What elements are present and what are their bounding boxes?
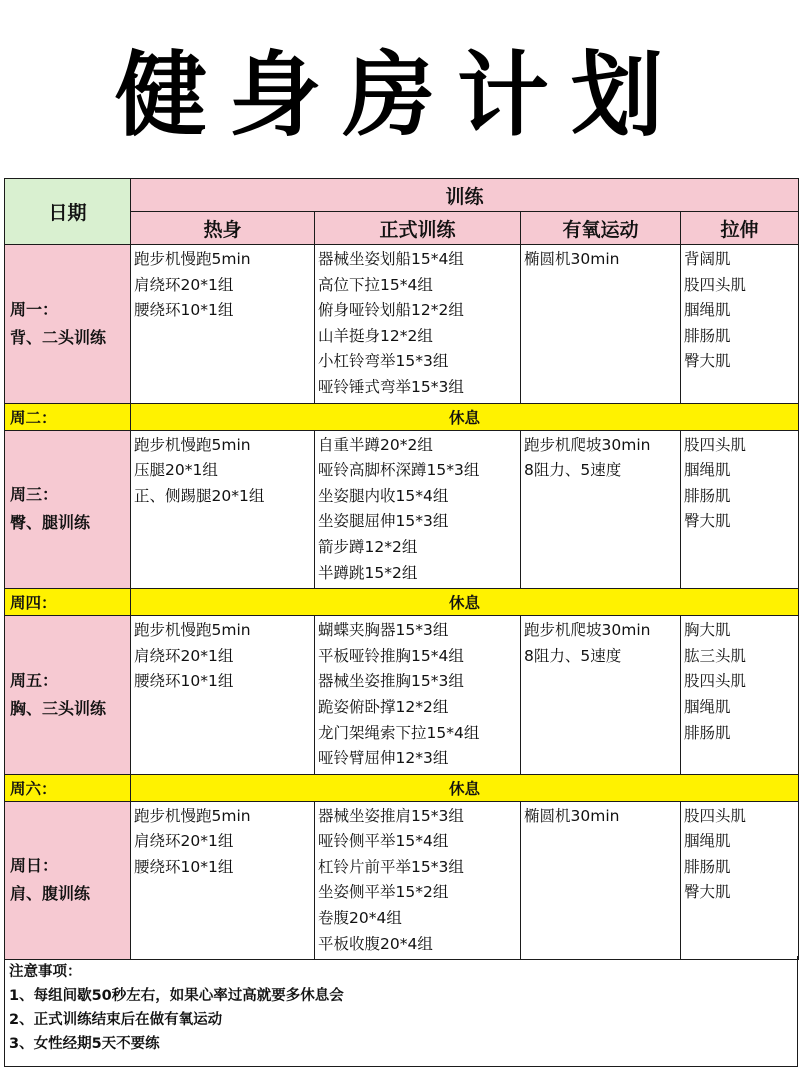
- cardio-cell: [521, 616, 681, 775]
- main-training-item: 平板收腹20*4组: [318, 934, 433, 953]
- stretch-item: 腓肠肌: [684, 857, 731, 876]
- rest-day-label: 周六：: [5, 774, 131, 801]
- day-label: 周日：: [10, 856, 59, 876]
- rest-label: 休息: [131, 589, 799, 616]
- main-training-item: 自重半蹲20*2组: [318, 435, 433, 454]
- cardio-item: 跑步机爬坡30min: [524, 435, 651, 454]
- main-training-item: 哑铃侧平举15*4组: [318, 832, 449, 851]
- main-training-item: 杠铃片前平举15*3组: [318, 857, 464, 876]
- note-item: 1、每组间歇50秒左右，如果心率过高就要多休息会: [9, 988, 344, 1004]
- warmup-item: 肩绕环20*1组: [134, 275, 234, 294]
- warmup-cell: [131, 430, 315, 589]
- warmup-item: 肩绕环20*1组: [134, 832, 234, 851]
- day-cell: [5, 430, 131, 589]
- day-row: [5, 245, 799, 404]
- warmup-item: 腰绕环10*1组: [134, 857, 234, 876]
- warmup-item: 跑步机慢跑5min: [134, 250, 251, 268]
- warmup-item: 跑步机慢跑5min: [134, 435, 251, 454]
- warmup-cell: [131, 801, 315, 960]
- rest-label: 休息: [131, 774, 799, 801]
- stretch-item: 股四头肌: [684, 806, 747, 825]
- main-training-item: 坐姿侧平举15*2组: [318, 883, 449, 902]
- cardio-cell: [521, 245, 681, 404]
- warmup-item: 肩绕环20*1组: [134, 646, 234, 665]
- header-date: 日期: [5, 179, 131, 245]
- main-training-item: 器械坐姿推胸15*3组: [318, 672, 464, 691]
- header-cardio: 有氧运动: [521, 212, 681, 245]
- main-training-cell: [315, 616, 521, 775]
- notes-section: [4, 956, 798, 1067]
- day-row: [5, 616, 799, 775]
- cardio-item: 8阻力、5速度: [524, 461, 622, 480]
- main-training-item: 坐姿腿内收15*4组: [318, 486, 449, 505]
- stretch-item: 腘绳肌: [684, 301, 731, 320]
- warmup-item: 跑步机慢跑5min: [134, 621, 251, 640]
- main-training-item: 坐姿腿屈伸15*3组: [318, 512, 449, 531]
- stretch-cell: [681, 616, 799, 775]
- warmup-item: 跑步机慢跑5min: [134, 806, 251, 825]
- cardio-item: 椭圆机30min: [524, 250, 620, 268]
- cardio-item: 8阻力、5速度: [524, 646, 622, 665]
- warmup-item: 腰绕环10*1组: [134, 301, 234, 320]
- day-cell: [5, 616, 131, 775]
- stretch-item: 胸大肌: [684, 621, 731, 640]
- stretch-item: 腓肠肌: [684, 486, 731, 505]
- stretch-item: 腓肠肌: [684, 326, 731, 345]
- cardio-item: 跑步机爬坡30min: [524, 621, 651, 640]
- day-label: 周三：: [10, 485, 59, 505]
- warmup-cell: [131, 616, 315, 775]
- cardio-cell: [521, 430, 681, 589]
- stretch-item: 腘绳肌: [684, 832, 731, 851]
- day-label: 周五：: [10, 670, 59, 690]
- cardio-cell: [521, 801, 681, 960]
- stretch-cell: [681, 801, 799, 960]
- rest-day-label: 周二：: [5, 403, 131, 430]
- stretch-item: 腘绳肌: [684, 461, 731, 480]
- main-training-item: 器械坐姿推肩15*3组: [318, 806, 464, 825]
- main-training-item: 哑铃锤式弯举15*3组: [318, 377, 464, 396]
- day-focus: 背、二头训练: [10, 327, 107, 347]
- main-training-item: 箭步蹲12*2组: [318, 537, 418, 556]
- main-training-item: 小杠铃弯举15*3组: [318, 352, 449, 371]
- stretch-cell: [681, 430, 799, 589]
- stretch-item: 腘绳肌: [684, 697, 731, 716]
- day-focus: 胸、三头训练: [10, 698, 107, 718]
- warmup-cell: [131, 245, 315, 404]
- day-cell: [5, 245, 131, 404]
- header-training: 训练: [131, 179, 799, 212]
- main-training-item: 山羊挺身12*2组: [318, 326, 433, 345]
- day-cell: [5, 801, 131, 960]
- header-stretch: 拉伸: [681, 212, 799, 245]
- rest-row: [5, 403, 799, 430]
- rest-row: [5, 774, 799, 801]
- rest-label: 休息: [131, 403, 799, 430]
- workout-plan-table: [4, 178, 799, 960]
- notes-heading: 注意事项：: [9, 964, 82, 980]
- main-training-item: 龙门架绳索下拉15*4组: [318, 723, 480, 742]
- stretch-item: 背阔肌: [684, 250, 731, 268]
- day-focus: 肩、腹训练: [10, 884, 91, 904]
- stretch-item: 股四头肌: [684, 672, 747, 691]
- stretch-item: 股四头肌: [684, 435, 747, 454]
- stretch-item: 股四头肌: [684, 275, 747, 294]
- page-title: 健身房计划: [114, 42, 685, 149]
- stretch-item: 臀大肌: [684, 512, 731, 531]
- day-row: [5, 801, 799, 960]
- main-training-item: 跪姿俯卧撑12*2组: [318, 697, 449, 716]
- warmup-item: 压腿20*1组: [134, 461, 218, 480]
- day-row: [5, 430, 799, 589]
- main-training-item: 器械坐姿划船15*4组: [318, 250, 464, 268]
- header-warmup: 热身: [131, 212, 315, 245]
- stretch-item: 肱三头肌: [684, 646, 747, 665]
- header-main-training: 正式训练: [315, 212, 521, 245]
- main-training-cell: [315, 430, 521, 589]
- main-training-item: 哑铃高脚杯深蹲15*3组: [318, 461, 480, 480]
- main-training-item: 蝴蝶夹胸器15*3组: [318, 621, 449, 640]
- cardio-item: 椭圆机30min: [524, 806, 620, 825]
- main-training-item: 高位下拉15*4组: [318, 275, 433, 294]
- day-label: 周一：: [10, 299, 59, 319]
- rest-row: [5, 589, 799, 616]
- day-focus: 臀、腿训练: [10, 513, 91, 533]
- main-training-cell: [315, 245, 521, 404]
- main-training-item: 俯身哑铃划船12*2组: [318, 301, 464, 320]
- warmup-item: 腰绕环10*1组: [134, 672, 234, 691]
- stretch-item: 臀大肌: [684, 352, 731, 371]
- main-training-cell: [315, 801, 521, 960]
- main-training-item: 平板哑铃推胸15*4组: [318, 646, 464, 665]
- stretch-item: 臀大肌: [684, 883, 731, 902]
- main-training-item: 卷腹20*4组: [318, 909, 402, 928]
- stretch-cell: [681, 245, 799, 404]
- warmup-item: 正、侧踢腿20*1组: [134, 486, 265, 505]
- note-item: 2、正式训练结束后在做有氧运动: [9, 1012, 223, 1028]
- main-training-item: 哑铃臂屈伸12*3组: [318, 749, 449, 768]
- stretch-item: 腓肠肌: [684, 723, 731, 742]
- note-item: 3、女性经期5天不要练: [9, 1036, 160, 1052]
- rest-day-label: 周四：: [5, 589, 131, 616]
- main-training-item: 半蹲跳15*2组: [318, 563, 418, 582]
